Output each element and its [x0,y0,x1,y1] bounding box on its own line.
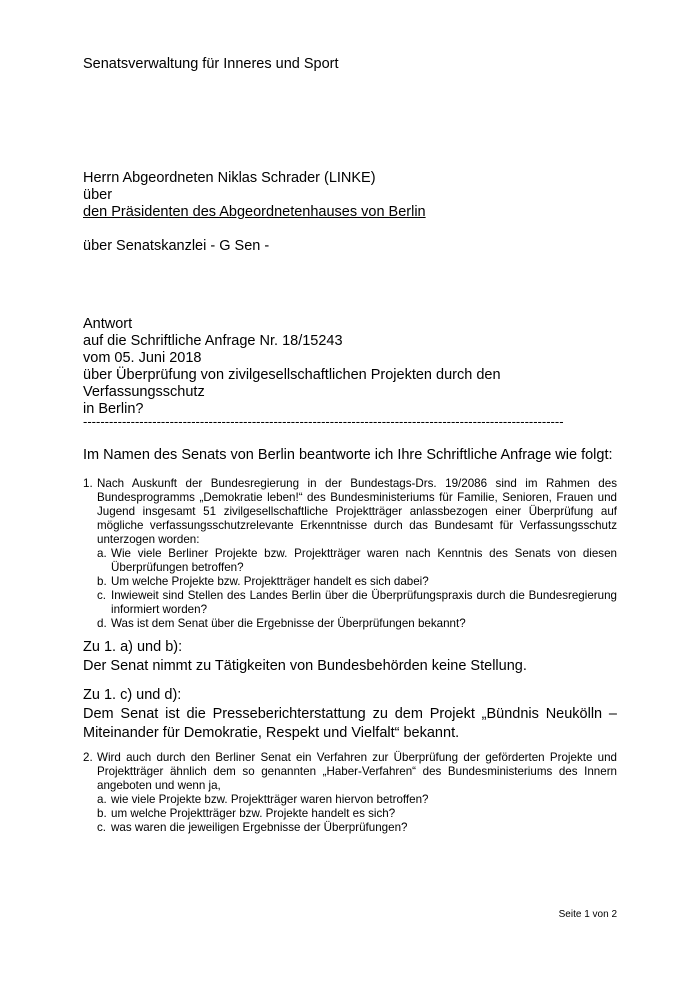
answer-text: Dem Senat ist die Presseberichterstattung zu dem Projekt „Bündnis Neukölln – Miteinander für Demokratie, Respekt und Vielfalt“ bekannt. [83,706,617,741]
answer-heading: Zu 1. a) und b): [83,639,183,655]
subject-topic-cont: in Berlin? [83,401,144,417]
question-2 [83,751,617,835]
recipient-chancellery: über Senatskanzlei - G Sen - [83,238,270,254]
answer-1cd [83,686,617,743]
sub-letter: a. [97,547,107,560]
recipient-name: Herrn Abgeordneten Niklas Schrader (LINKE) [83,170,376,186]
sub-question: Inwieweit sind Stellen des Landes Berlin über die Überprüfungspraxis durch die Bundesregierung informiert worden? [111,589,617,616]
subject-answer: Antwort [83,316,133,332]
sub-question: Wie viele Berliner Projekte bzw. Projektträger waren nach Kenntnis des Senats von diesen Überprüfungen betroffen? [111,547,617,574]
sub-letter: d. [97,617,107,630]
sender-authority: Senatsverwaltung für Inneres und Sport [83,56,339,72]
sub-letter: b. [97,575,107,588]
subject-topic: über Überprüfung von zivilgesellschaftlichen Projekten durch den Verfassungsschutz [83,367,501,400]
answer-text: Der Senat nimmt zu Tätigkeiten von Bundesbehörden keine Stellung. [83,658,527,674]
question-text: Nach Auskunft der Bundesregierung in der Bundestags-Drs. 19/2086 sind im Rahmen des Bundesprogramms „Demokratie leben!“ des Bundesministeriums für Familie, Senioren, Frauen und Jugend insgesamt 51 zivilgesellschaftliche Projektträger anlassbezogen einer Überprüfung auf mögliche verfassungsschutzrelevante Erkenntnisse durch das Bundesamt für Verfassungsschutz unterzogen worden: [97,477,617,546]
subject-block [83,316,617,418]
subject-date: vom 05. Juni 2018 [83,350,202,366]
sub-question: was waren die jeweiligen Ergebnisse der Überprüfungen? [111,821,408,834]
sub-letter: b. [97,807,107,820]
question-text: Wird auch durch den Berliner Senat ein Verfahren zur Überprüfung der geförderten Projekte und Projektträger ähnlich dem so genannten „Haber-Verfahren“ des Bundesministeriums des Innern angeboten und wenn ja, [97,751,617,792]
sub-question: Was ist dem Senat über die Ergebnisse der Überprüfungen bekannt? [111,617,466,630]
sub-question: um welche Projektträger bzw. Projekte handelt es sich? [111,807,396,820]
sub-letter: a. [97,793,107,806]
page-number: Seite 1 von 2 [558,909,617,920]
question-1 [83,477,617,631]
question-number: 2. [83,751,93,764]
answer-heading: Zu 1. c) und d): [83,687,182,703]
sub-question: wie viele Projekte bzw. Projektträger waren hiervon betroffen? [111,793,429,806]
recipient-via: über [83,187,113,203]
intro-sentence: Im Namen des Senats von Berlin beantworte ich Ihre Schriftliche Anfrage wie folgt: [83,447,613,463]
recipient-president: den Präsidenten des Abgeordnetenhauses von Berlin [83,204,426,220]
question-number: 1. [83,477,93,490]
sub-letter: c. [97,821,107,834]
recipient-block [83,170,617,255]
sub-question: Um welche Projekte bzw. Projektträger handelt es sich dabei? [111,575,429,588]
sub-letter: c. [97,589,107,602]
separator-line: --------------------------------------------------------------------------------------------------------------- [83,414,564,429]
answer-1ab [83,638,617,676]
subject-inquiry-number: auf die Schriftliche Anfrage Nr. 18/15243 [83,333,343,349]
